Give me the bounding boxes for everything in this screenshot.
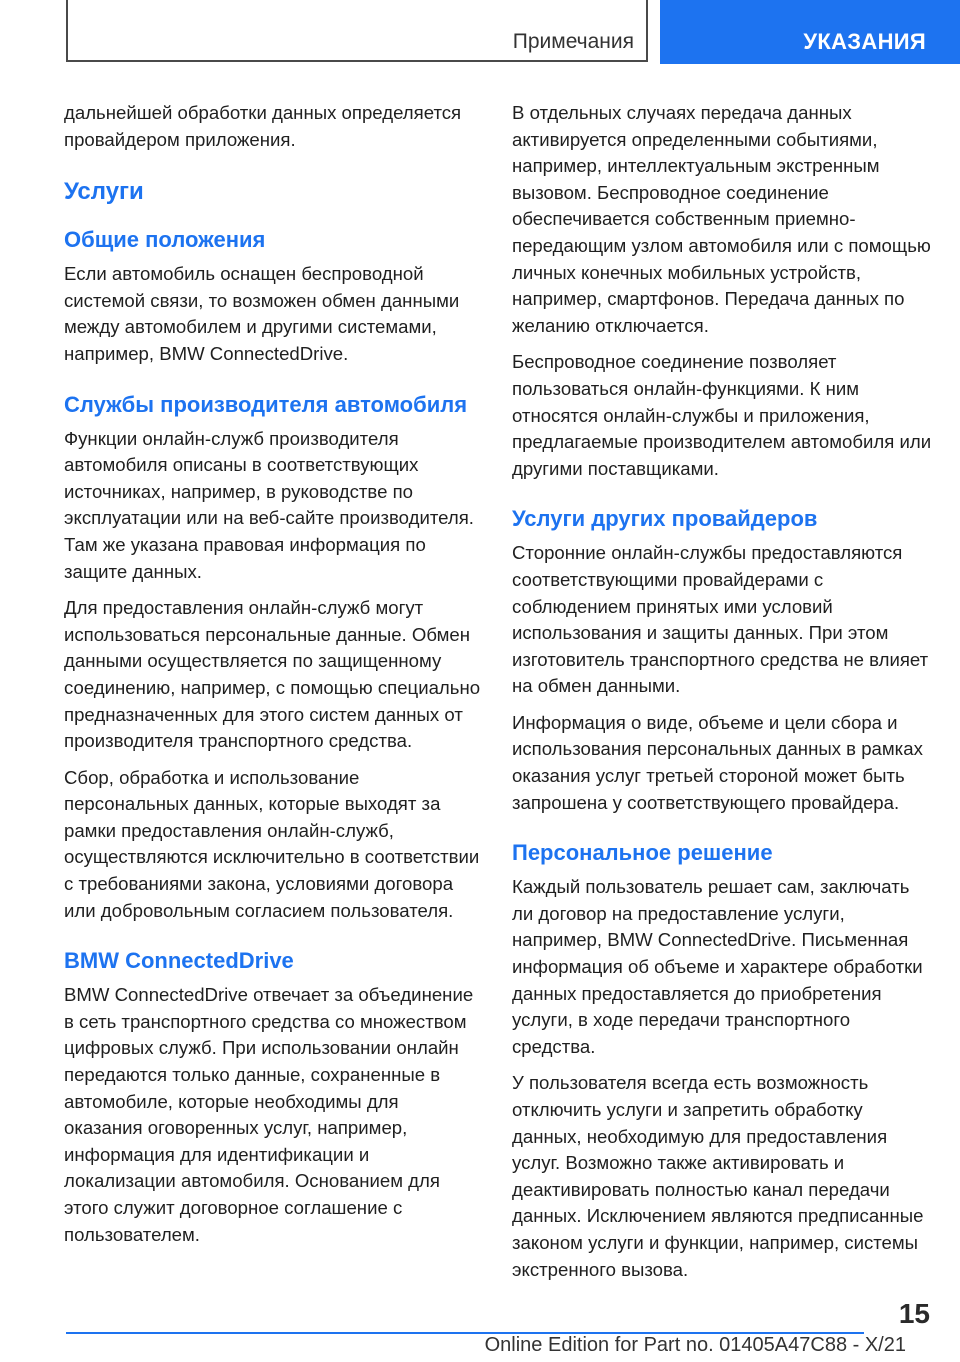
- left-column: [64, 100, 482, 1258]
- tab-instructions[interactable]: [660, 0, 960, 64]
- paragraph-manufacturer-3: Сбор, обработка и использование персональных данных, которые выходят за рамки предоставления онлайн-служб, осуществляются исключительно в соответствии с требованиями закона, условиями договора или добровольным согласием пользователя.: [64, 766, 480, 921]
- tab-instructions-label: УКАЗАНИЯ: [803, 29, 926, 54]
- heading-services: Услуги: [64, 178, 144, 206]
- tab-notes-label: Примечания: [512, 30, 634, 53]
- heading-manufacturer-services: Службы производителя автомобиля: [64, 391, 468, 417]
- heading-general: Общие положения: [64, 227, 266, 253]
- paragraph-wireless: Беспроводное соединение позволяет пользоваться онлайн-функциями. К ним относятся онлайн-службы и приложения, предлагаемые производителем автомобиля или другими поставщиками.: [512, 351, 932, 479]
- paragraph-manufacturer-1: Функции онлайн-служб производителя автомобиля описаны в соответствующих источниках, например, в руководстве по эксплуатации или на веб-сайте производителя. Там же указана правовая информация по защите данных.: [64, 427, 474, 582]
- page-number: 15: [898, 1298, 930, 1329]
- tab-notes[interactable]: [66, 0, 648, 62]
- heading-personal-decision: Персональное решение: [512, 840, 773, 866]
- paragraph-general: Если автомобиль оснащен беспроводной системой связи, то возможен обмен данными между автомобилем и другими системами, например, BMW ConnectedDrive.: [64, 263, 460, 364]
- paragraph-connecteddrive: BMW ConnectedDrive отвечает за объединение в сеть транспортного средства со множеством цифровых служб. При использовании онлайн передаются только данные, сохраненные в автомобиле, которые необходимы для оказания оговоренных услуг, например, информация для идентификации и локализации автомобиля. Основанием для этого служит договорное соглашение с пользователем.: [64, 984, 474, 1245]
- footer-edition: Online Edition for Part no. 01405A47C88 - X/21: [484, 1334, 906, 1356]
- paragraph-personal-2: У пользователя всегда есть возможность отключить услуги и запретить обработку данных, необходимую для предоставления услуг. Возможно также активировать и деактивировать полностью канал передачи данных. Исключением являются предписанные законом услуги и функции, например, системы экстренного вызова.: [512, 1072, 924, 1280]
- right-column: [512, 100, 932, 1293]
- paragraph-data-transfer: В отдельных случаях передача данных активируется определенными событиями, например, интеллектуальным экстренным вызовом. Беспроводное соединение обеспечивается собственным приемно-передающим узлом автомобиля или с помощью личных конечных мобильных устройств, например, смартфонов. Передача данных по желанию отключается.: [512, 102, 931, 336]
- paragraph-other-providers-2: Информация о виде, объеме и цели сбора и использования персональных данных в рамках оказания услуг третьей стороной может быть запрошена у соответствующего провайдера.: [512, 711, 923, 813]
- paragraph-personal-1: Каждый пользователь решает сам, заключать ли договор на предоставление услуги, например, BMW ConnectedDrive. Письменная информация об объеме и характере обработки данных предоставляется до приобретения услуги, в ходе передачи транспортного средства.: [512, 876, 923, 1057]
- paragraph-manufacturer-2: Для предоставления онлайн-служб могут использоваться персональные данные. Обмен данными осуществляется по защищенному соединению, например, с помощью специально предназначенных для этого систем данных от производителя транспортного средства.: [64, 597, 481, 752]
- heading-other-providers: Услуги других провайдеров: [512, 506, 818, 532]
- intro-paragraph: дальнейшей обработки данных определяется провайдером приложения.: [64, 102, 462, 150]
- heading-connecteddrive: BMW ConnectedDrive: [64, 948, 294, 974]
- paragraph-other-providers-1: Сторонние онлайн-службы предоставляются соответствующими провайдерами с соблюдением принятых ими условий использования и защиты данных. При этом изготовитель транспортного средства не влияет на обмен данными.: [512, 542, 929, 697]
